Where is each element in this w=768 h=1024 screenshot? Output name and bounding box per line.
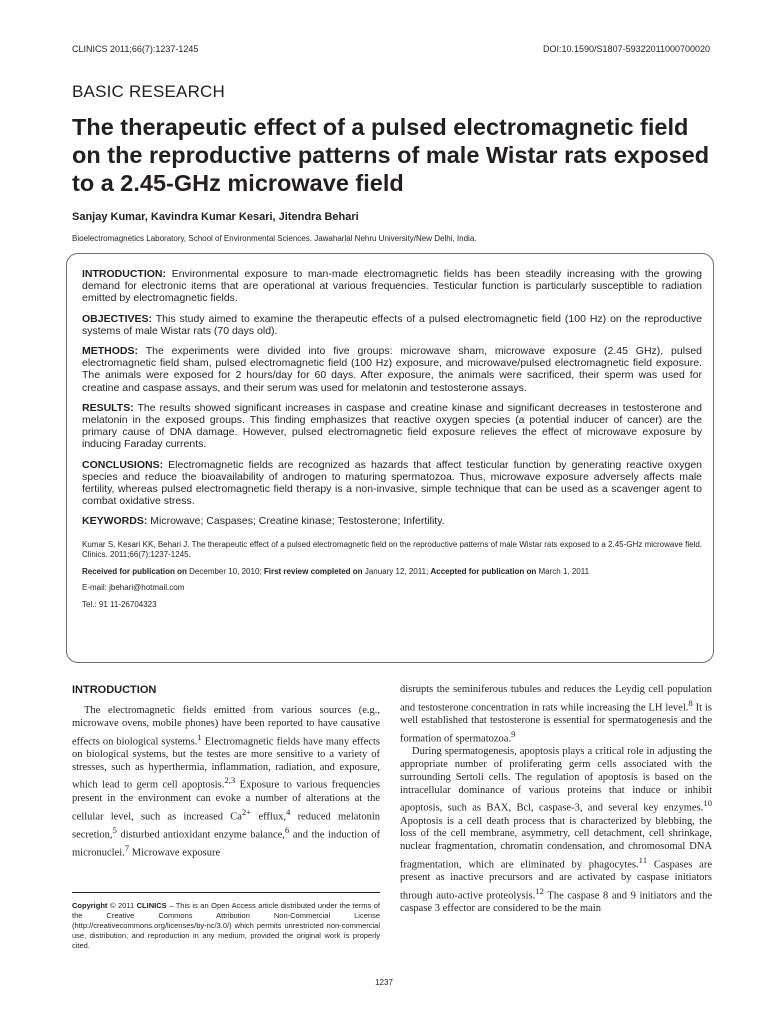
body-paragraph bbox=[400, 684, 712, 746]
abstract-text: This study aimed to examine the therapeutic effects of a pulsed electromagnetic field (100 Hz) on the reproductive systems of male Wistar rats (70 days old). bbox=[82, 312, 702, 337]
abstract-results bbox=[82, 402, 702, 451]
text-run: Caspases are present as inactive precursors and are activated by caspase initiators through auto-active proteolysis. bbox=[400, 859, 712, 902]
received-label: Received for publication on bbox=[82, 566, 187, 576]
copyright-symbol: © bbox=[109, 901, 116, 910]
section-label: BASIC RESEARCH bbox=[72, 82, 226, 101]
text-run: reduced melatonin secretion, bbox=[72, 811, 381, 841]
reference-link[interactable]: 1 bbox=[197, 731, 202, 742]
abstract-text: The experiments were divided into five groups: microwave sham, microwave exposure (2.45 GHz), pulsed electromagnetic field sham, pulsed electromagnetic field (100 Hz) exposure, and microwave/pulsed electromagnetic field exposure. The animals were exposed for 2 hours/day for 60 days. After exposure, the animals were sacrificed, their sperm was used for creatine and caspase assays, and their serum was used for melatonin and testosterone assays. bbox=[82, 345, 702, 394]
body-column-left bbox=[72, 684, 380, 860]
abstract-label: RESULTS: bbox=[82, 401, 134, 414]
text-run: Apoptosis is a cell death process that is characterized by blebbing, the loss of the cell membrane, asymmetry, cell detachment, cell shrinkage, nuclear fragmentation, chromatin condensation, and chromosomal DNA fragmentation, which are eliminated by phagocytes. bbox=[400, 815, 712, 871]
copyright-notice bbox=[72, 892, 380, 951]
reference-link[interactable]: 7 bbox=[124, 843, 130, 854]
text-run: and the induction of micronuclei. bbox=[72, 829, 380, 859]
received-date: December 10, 2010; bbox=[189, 566, 262, 576]
reference-link[interactable]: 5 bbox=[112, 824, 117, 835]
reference-link[interactable]: 12 bbox=[535, 886, 544, 897]
citation-reference: Kumar S, Kesari KK, Behari J. The therapeutic effect of a pulsed electromagnetic field on the reproductive patterns of male Wistar rats exposed to a 2.45-GHz microwave field. Clinics. 2011;66(7):1237-1245. bbox=[82, 539, 702, 560]
text-run: Electromagnetic fields have many effects on biological systems, but the testes are more sensitive to a variety of stresses, such as hyperthermia, inflammation, radiation, and exposure, which lead to germ cell apoptosis. bbox=[72, 736, 380, 791]
doi: DOI:10.1590/S1807-59322011000700020 bbox=[543, 44, 710, 54]
review-label: First review completed on bbox=[263, 566, 363, 576]
text-run: The electromagnetic fields emitted from various sources (e.g., microwave ovens, mobile phones) have been reported to have causative effects on biological systems. bbox=[72, 705, 380, 748]
text-run: It is well established that testosterone is essential for spermatogenesis and the formation of spermatozoa. bbox=[400, 702, 712, 745]
abstract-conclusions bbox=[82, 459, 702, 508]
abstract bbox=[82, 268, 702, 616]
abstract-text: Environmental exposure to man-made electromagnetic fields has been steadily increasing with the growing demand for electronic items that are operational at various frequencies. Testicular function is particularly susceptible to radiation emitted by electromagnetic fields. bbox=[82, 268, 702, 305]
publication-dates bbox=[82, 567, 702, 578]
text-run: disturbed antioxidant enzyme balance, bbox=[116, 829, 285, 841]
reference-link[interactable]: 2,3 bbox=[224, 775, 236, 786]
contact-email[interactable]: E-mail: jbehari@hotmail.com bbox=[82, 583, 185, 593]
text-run: efflux, bbox=[251, 811, 286, 823]
text-run: Microwave exposure bbox=[129, 847, 221, 859]
body-paragraph bbox=[72, 705, 380, 860]
copyright-text: – This is an Open Access article distributed under the terms of the Creative Commons Attribution Non-Commercial License (http://creativecommons.org/licenses/by-nc/3.0/) which permits unrestricted non-commercial use, distribution, and reproduction in any medium, provided the original work is properly cited. bbox=[72, 901, 380, 950]
keywords bbox=[82, 515, 702, 527]
reference-link[interactable]: 9 bbox=[511, 728, 516, 739]
copyright-year: 2011 bbox=[117, 901, 135, 910]
text-run: The caspase 8 and 9 initiators and the caspase 3 effector are considered to be the main bbox=[400, 890, 712, 915]
accepted-label: Accepted for publication on bbox=[430, 566, 537, 576]
abstract-text: The results showed significant increases in caspase and creatine kinase and significant decreases in testosterone and melatonin in the exposed groups. This finding emphasizes that reactive oxygen species (a potential inducer of cancer) are the primary cause of DNA damage. However, pulsed electromagnetic field exposure relieves the effect of microwave exposure by inducing Faraday currents. bbox=[82, 401, 702, 451]
contact-phone: Tel.: 91 11-26704323 bbox=[82, 599, 157, 609]
keywords-text: Microwave; Caspases; Creatine kinase; Testosterone; Infertility. bbox=[150, 515, 445, 528]
running-header bbox=[72, 44, 710, 54]
text-run: disrupts the seminiferous tubules and reduces the Leydig cell population and testosterone concentration in rats while increasing the LH level. bbox=[400, 684, 712, 714]
reference-link[interactable]: 11 bbox=[638, 855, 648, 866]
copyright-label: Copyright bbox=[72, 901, 108, 910]
superscript: 2+ bbox=[241, 806, 252, 817]
abstract-label: INTRODUCTION: bbox=[82, 268, 166, 280]
introduction-heading: INTRODUCTION bbox=[72, 684, 157, 696]
article-title: The therapeutic effect of a pulsed electromagnetic field on the reproductive patterns of male Wistar rats exposed to a 2.45-GHz microwave field bbox=[72, 114, 710, 196]
abstract-objectives bbox=[82, 313, 702, 337]
copyright-journal: CLINICS bbox=[136, 901, 167, 910]
abstract-label: CONCLUSIONS: bbox=[82, 458, 164, 471]
keywords-label: KEYWORDS: bbox=[82, 515, 148, 528]
authors: Sanjay Kumar, Kavindra Kumar Kesari, Jitendra Behari bbox=[72, 211, 359, 223]
body-paragraph bbox=[400, 746, 712, 916]
abstract-label: OBJECTIVES: bbox=[82, 312, 153, 325]
affiliation: Bioelectromagnetics Laboratory, School of Environmental Sciences. Jawaharlal Nehru University/New Delhi, India. bbox=[72, 234, 477, 243]
abstract-text: Electromagnetic fields are recognized as hazards that affect testicular function by generating reactive oxygen species and reduce the bioavailability of androgen to maturing spermatozoa. Thus, microwave exposure adversely affects male fertility, whereas pulsed electromagnetic field therapy is a non-invasive, simple technique that can be used as a scavenger agent to combat oxidative stress. bbox=[82, 458, 703, 508]
abstract-label: METHODS: bbox=[82, 345, 138, 358]
journal-reference: CLINICS 2011;66(7):1237-1245 bbox=[72, 44, 199, 54]
reference-link[interactable]: 4 bbox=[285, 806, 291, 817]
text-run: Exposure to various frequencies present in the environment can evoke a number of alterations at the cellular level, such as increased Ca bbox=[72, 779, 381, 823]
reference-link[interactable]: 8 bbox=[688, 697, 693, 708]
text-run: During spermatogenesis, apoptosis plays a critical role in adjusting the appropriate number of proliferating germ cells associated with the surrounding Sertoli cells. The regulation of apoptosis is based on the intracellular dominance of various proteins that induce or inhibit apoptosis, such as BAX, Bcl, caspase-3, and several key enzymes. bbox=[400, 746, 712, 814]
abstract-introduction bbox=[82, 268, 702, 305]
abstract-methods bbox=[82, 345, 702, 394]
accepted-date: March 1, 2011 bbox=[538, 566, 590, 576]
reference-link[interactable]: 6 bbox=[284, 824, 290, 835]
page-number: 1237 bbox=[375, 978, 393, 987]
body-column-right bbox=[400, 684, 712, 916]
reference-link[interactable]: 10 bbox=[703, 798, 712, 809]
review-date: January 12, 2011; bbox=[364, 566, 429, 576]
